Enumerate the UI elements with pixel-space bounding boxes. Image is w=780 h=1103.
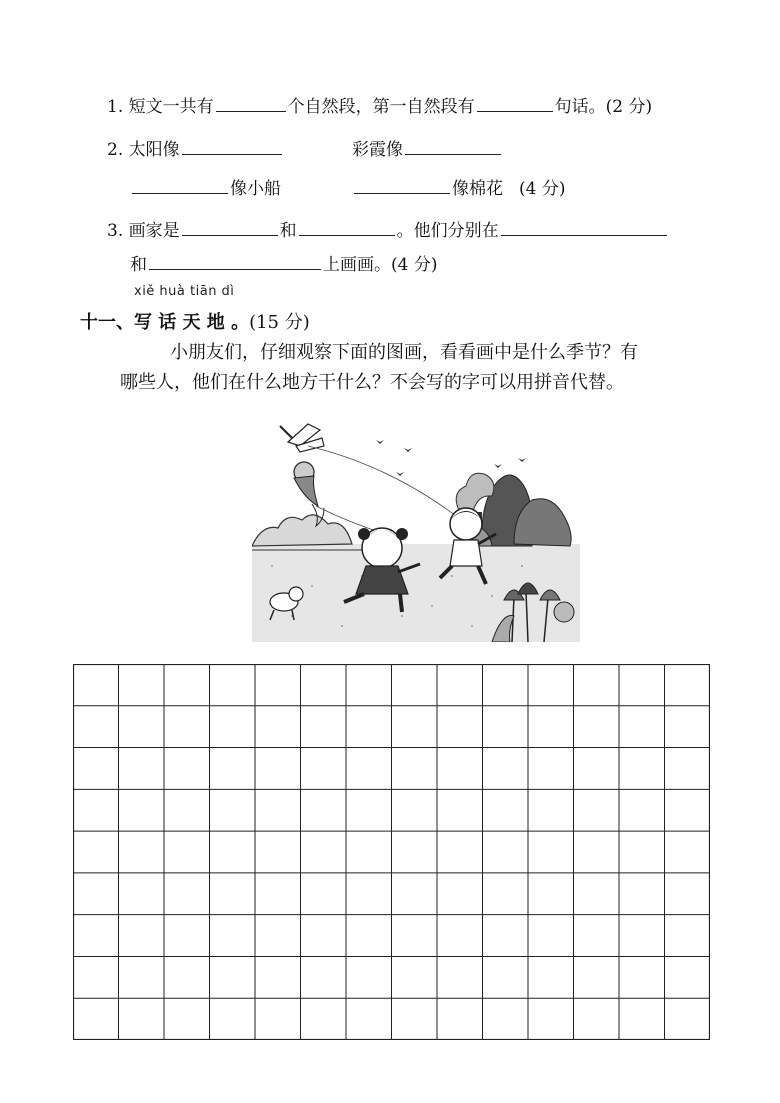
question-2-line-1 (107, 136, 284, 162)
question-2-item-2 (352, 136, 503, 162)
q1-blank-paragraphs[interactable] (216, 93, 286, 112)
q1-text-3: 句话。(2 分) (554, 97, 653, 117)
q3-blank-painter-1[interactable] (182, 217, 278, 236)
spring-kite-illustration (252, 416, 580, 642)
question-3-line-2 (130, 251, 437, 277)
q2-score: (4 分) (519, 179, 566, 199)
q3-text-2: 和 (279, 221, 297, 241)
q2-item2: 彩霞像 (352, 140, 403, 160)
q3-text-3: 。他们分别在 (396, 221, 499, 241)
section-heading: 写 话 天 地 。 (134, 312, 250, 333)
prompt-line-1: 小朋友们，仔细观察下面的图画，看看画中是什么季节？有 (170, 342, 638, 363)
question-2-line-2 (130, 175, 281, 201)
section-number: 十一、 (80, 312, 134, 333)
section-score: (15 分) (249, 312, 310, 333)
q1-text-2: 个自然段，第一自然段有 (287, 97, 475, 117)
butterflies (376, 440, 526, 476)
q2-blank-clouds[interactable] (405, 136, 501, 155)
kite-string-1 (308, 446, 464, 522)
q2-blank-cotton[interactable] (354, 175, 450, 194)
question-3-line-1 (107, 217, 669, 243)
prompt-line-2: 哪些人，他们在什么地方干什么？不会写的字可以用拼音代替。 (120, 372, 624, 393)
q3-blank-place-2[interactable] (149, 251, 321, 270)
bushes-left (252, 515, 362, 550)
q2-item3: 像小船 (230, 179, 281, 199)
section-pinyin: xiě huà tiān dì (134, 284, 235, 299)
q3-blank-painter-2[interactable] (299, 217, 395, 236)
question-1 (107, 93, 652, 119)
q2-item4: 像棉花 (452, 179, 503, 199)
section-title (80, 308, 310, 334)
q2-label: 2. 太阳像 (107, 140, 180, 160)
writing-prompt (120, 338, 710, 398)
q2-blank-boat[interactable] (132, 175, 228, 194)
q3-blank-place-1[interactable] (501, 217, 667, 236)
q3-text-4: 和 (130, 255, 147, 275)
q1-text-1: 1. 短文一共有 (107, 97, 214, 117)
writing-grid[interactable] (73, 664, 710, 1040)
q2-blank-sun[interactable] (182, 136, 282, 155)
q3-text-5: 上画画。(4 分) (323, 255, 438, 275)
dragonfly-kite (280, 424, 324, 452)
question-2-item-4 (352, 175, 565, 201)
q1-blank-sentences[interactable] (477, 93, 553, 112)
q3-text-1: 3. 画家是 (107, 221, 180, 241)
